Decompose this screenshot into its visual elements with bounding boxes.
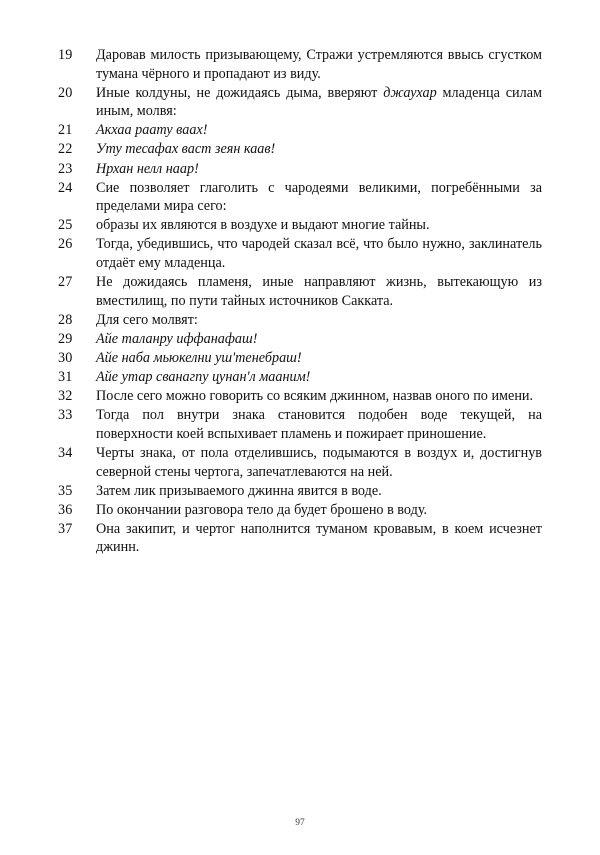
verse-row bbox=[58, 406, 542, 443]
verse-row bbox=[58, 520, 542, 557]
verse-number: 33 bbox=[58, 407, 73, 424]
verse-number: 28 bbox=[58, 311, 73, 328]
verse-row bbox=[58, 273, 542, 310]
verse-number: 26 bbox=[58, 236, 73, 253]
verse-text: Для сего молвят: bbox=[96, 311, 198, 328]
verse-text: Айе утар сванагпу цунан'л мааним! bbox=[96, 369, 311, 386]
verse-text: Нрхан нелл наар! bbox=[96, 160, 199, 177]
verse-row bbox=[58, 179, 542, 216]
verse-text: образы их являются в воздухе и выдают многие тайны. bbox=[96, 217, 430, 234]
verse-text: По окончании разговора тело да будет брошено в воду. bbox=[96, 501, 428, 518]
verse-row bbox=[58, 160, 542, 179]
page-number: 97 bbox=[295, 818, 305, 828]
verse-number: 20 bbox=[58, 84, 73, 101]
verse-text: Уту тесафах васт зеян каав! bbox=[96, 141, 276, 158]
verse-number: 24 bbox=[58, 179, 73, 196]
verse-row bbox=[58, 140, 542, 159]
verse-number: 23 bbox=[58, 160, 73, 177]
verse-number: 37 bbox=[58, 520, 73, 537]
verse-row bbox=[58, 482, 542, 501]
verse-number: 32 bbox=[58, 388, 73, 405]
verse-row bbox=[58, 46, 542, 83]
verse-number: 34 bbox=[58, 444, 73, 461]
verse-text: Она закипит, и чертог наполнится туманом кровавым, в коем исчезнет джинн. bbox=[96, 520, 542, 556]
verse-text: Тогда пол внутри знака становится подобен воде текущей, на поверхности коей вспыхивает пламень и пожирает приношение. bbox=[96, 407, 542, 442]
verse-number: 30 bbox=[58, 350, 73, 366]
verse-row bbox=[58, 368, 542, 387]
verse-row bbox=[58, 501, 542, 520]
verse-number: 19 bbox=[58, 47, 73, 63]
verse-text: Черты знака, от пола отделившись, подымаются в воздух и, достигнув северной стены чертога, запечатлеваются на ней. bbox=[96, 444, 542, 480]
verse-text-run: младенца силам иным, молвя: bbox=[96, 84, 542, 120]
verse-list bbox=[58, 46, 542, 558]
verse-text-italic-run: джаухар bbox=[383, 84, 437, 101]
verse-text: Айе наба мьюкелни уш'тенебраш! bbox=[96, 350, 302, 366]
verse-text: Не дожидаясь пламеня, иные направляют жизнь, вытекающую из вместилищ, по пути тайных источников Сакката. bbox=[96, 274, 542, 309]
verse-number: 36 bbox=[58, 501, 73, 518]
verse-row bbox=[58, 84, 542, 121]
verse-number: 21 bbox=[58, 122, 73, 139]
verse-row bbox=[58, 235, 542, 272]
verse-row bbox=[58, 349, 542, 368]
verse-row bbox=[58, 216, 542, 235]
verse-text-run: Иные колдуны, не дожидаясь дыма, вверяют bbox=[96, 84, 384, 101]
verse-text: Акхаа раату ваах! bbox=[96, 122, 208, 139]
verse-row bbox=[58, 330, 542, 349]
verse-text: Сие позволяет глаголить с чародеями великими, погребёнными за пределами мира сего: bbox=[96, 179, 542, 215]
verse-text: После сего можно говорить со всяким джинном, назвав оного по имени. bbox=[96, 388, 534, 405]
verse-text: Затем лик призываемого джинна явится в воде. bbox=[96, 482, 382, 499]
verse-text: Айе таланру иффанафаш! bbox=[96, 330, 258, 347]
verse-text: Тогда, убедившись, что чародей сказал всё, что было нужно, заклинатель отдаёт ему младенца. bbox=[96, 236, 542, 272]
verse-number: 35 bbox=[58, 482, 73, 499]
verse-row bbox=[58, 311, 542, 330]
verse-number: 27 bbox=[58, 274, 73, 291]
verse-row bbox=[58, 387, 542, 406]
verse-text bbox=[96, 84, 542, 121]
verse-row bbox=[58, 444, 542, 481]
verse-number: 29 bbox=[58, 330, 73, 347]
verse-number: 31 bbox=[58, 369, 73, 386]
verse-number: 25 bbox=[58, 217, 73, 234]
verse-row bbox=[58, 121, 542, 140]
verse-text: Даровав милость призывающему, Стражи устремляются ввысь сгустком тумана чёрного и пропадают из виду. bbox=[96, 47, 542, 82]
verse-number: 22 bbox=[58, 141, 73, 158]
